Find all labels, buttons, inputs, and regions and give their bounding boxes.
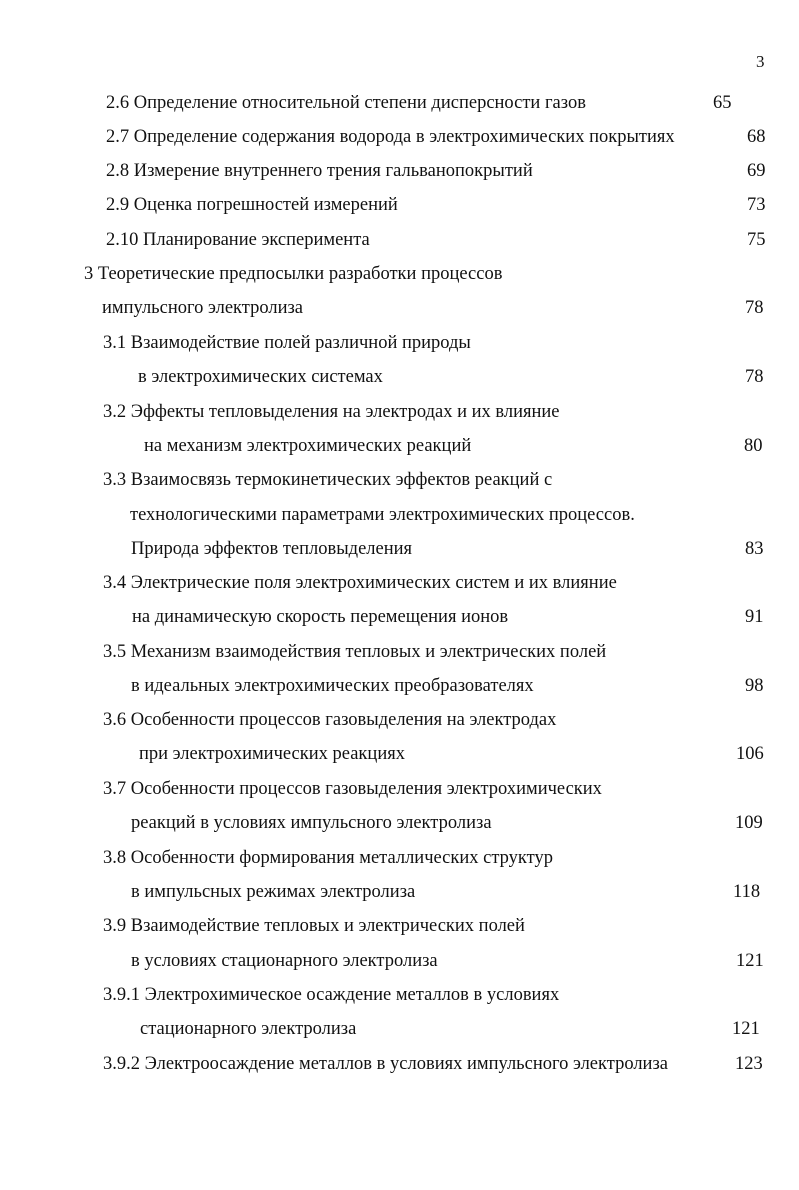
toc-entry-3-4: 3.4 Электрические поля электрохимических систем и их влияние [103,573,617,593]
toc-page-3-2: 80 [744,436,763,456]
toc-page-2-10: 75 [747,230,766,250]
toc-page-3-7: 109 [735,813,763,833]
toc-page-3-9-2: 123 [735,1054,763,1074]
toc-entry-3-9-1-cont: стационарного электролиза [140,1019,357,1039]
toc-entry-3-9: 3.9 Взаимодействие тепловых и электрических полей [103,916,525,936]
toc-page-3-1: 78 [745,367,764,387]
toc-page-3-8: 118 [733,882,761,902]
toc-entry-2-8: 2.8 Измерение внутреннего трения гальванопокрытий [106,161,533,181]
toc-entry-3-3-cont1: технологическими параметрами электрохимических процессов. [130,505,635,525]
toc-entry-2-9: 2.9 Оценка погрешностей измерений [106,195,398,215]
toc-entry-3-9-1: 3.9.1 Электрохимическое осаждение металлов в условиях [103,985,560,1005]
toc-entry-3-4-cont: на динамическую скорость перемещения ионов [132,607,509,627]
toc-page-2-8: 69 [747,161,766,181]
toc-entry-3-7: 3.7 Особенности процессов газовыделения электрохимических [103,779,602,799]
toc-page-3-4: 91 [745,607,764,627]
toc-page-3-6: 106 [736,744,764,764]
toc-page-3-9-1: 121 [732,1019,760,1039]
toc-entry-3-1-cont: в электрохимических системах [138,367,383,387]
toc-entry-3: 3 Теоретические предпосылки разработки процессов [84,264,503,284]
toc-page-2-6: 65 [713,93,732,113]
page-number: 3 [756,52,765,71]
toc-page-3-5: 98 [745,676,764,696]
toc-entry-3-5: 3.5 Механизм взаимодействия тепловых и электрических полей [103,642,607,662]
toc-entry-3-2-cont: на механизм электрохимических реакций [144,436,472,456]
toc-entry-3-8-cont: в импульсных режимах электролиза [131,882,416,902]
toc-entry-3-6: 3.6 Особенности процессов газовыделения на электродах [103,710,557,730]
toc-entry-3-6-cont: при электрохимических реакциях [139,744,405,764]
toc-page-3-3: 83 [745,539,764,559]
toc-page-3: 78 [745,298,764,318]
toc-entry-2-7: 2.7 Определение содержания водорода в электрохимических покрытиях [106,127,675,147]
toc-entry-3-7-cont: реакций в условиях импульсного электролиза [131,813,492,833]
toc-entry-3-cont: импульсного электролиза [102,298,303,318]
toc-entry-3-1: 3.1 Взаимодействие полей различной природы [103,333,471,353]
toc-entry-3-3: 3.3 Взаимосвязь термокинетических эффектов реакций с [103,470,553,490]
toc-entry-2-6: 2.6 Определение относительной степени дисперсности газов [106,93,586,113]
toc-entry-3-9-cont: в условиях стационарного электролиза [131,951,438,971]
toc-page-2-7: 68 [747,127,766,147]
toc-entry-3-3-cont2: Природа эффектов тепловыделения [131,539,413,559]
toc-entry-3-2: 3.2 Эффекты тепловыделения на электродах и их влияние [103,402,560,422]
toc-entry-3-8: 3.8 Особенности формирования металлических структур [103,848,554,868]
toc-page-3-9: 121 [736,951,764,971]
toc-page-2-9: 73 [747,195,766,215]
toc-entry-3-5-cont: в идеальных электрохимических преобразователях [131,676,534,696]
toc-entry-3-9-2: 3.9.2 Электроосаждение металлов в условиях импульсного электролиза [103,1054,668,1074]
toc-entry-2-10: 2.10 Планирование эксперимента [106,230,370,250]
